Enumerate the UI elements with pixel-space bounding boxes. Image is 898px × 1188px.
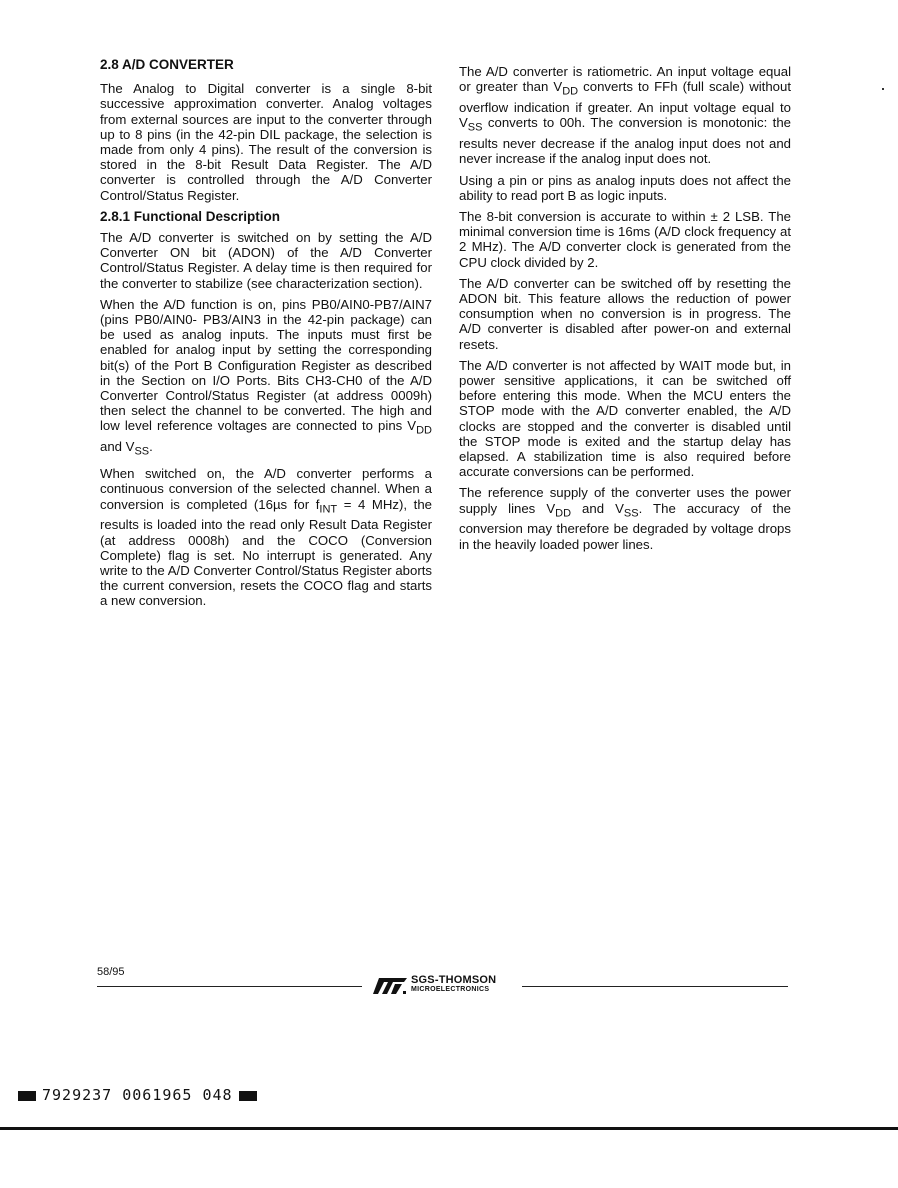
page-number: 58/95 [97,966,125,978]
scan-block-right [239,1091,257,1101]
company-wordmark [411,975,496,995]
scan-block-left [18,1091,36,1101]
paragraph-wait-stop: The A/D converter is not affected by WAIT mode but, in power sensitive applications, it can be switched off before entering this mode. When the MCU enters the STOP mode with the A/D converter enabled, the A/D clocks are stopped and the converter is disabled until the STOP mode is exited and the startup delay has elapsed. A stabilization time is also required before accurate conversions can be performed. [459,357,791,480]
paragraph-continuous-conversion: When switched on, the A/D converter performs a continuous conversion of the selected channel. When a conversion is completed (16µs for $f_{INT} = 4$ MHz), the results is loaded into the read only Result Data Register (at address 0008h) and the COCO (Conversion Complete) flag is set. No interrupt is generated. Any write to the A/D Converter Control/Status Register aborts the current conversion, resets the COCO flag and starts a new conversion. [100,466,432,609]
paragraph-switch-off: The A/D converter can be switched off by resetting the ADON bit. This feature allows the reduction of power consumption when no conversion is in progress. The A/D converter is disabled after power-on and external resets. [459,275,791,352]
scan-speck [882,88,884,90]
paragraph-reference-supply: The reference supply of the converter uses the power supply lines $V_{DD}$ and $V_{SS}$. The accuracy of the conversion may therefore be degraded by voltage drops in the heavily loaded power lines. [459,485,791,552]
right-column [459,64,791,558]
document-code-row [12,1086,263,1104]
footer-divider-left [97,986,362,987]
company-subtitle: MICROELECTRONICS [411,986,490,993]
paragraph-logic-inputs: Using a pin or pins as analog inputs does not affect the ability to read port B as logic inputs. [459,172,791,203]
st-logo-icon [371,976,409,996]
section-heading: 2.8 A/D CONVERTER [100,57,234,72]
left-column [100,57,432,615]
paragraph-adon: The A/D converter is switched on by setting the A/D Converter ON bit (ADON) of the A/D Converter Control/Status Register. A delay time is then required for the converter to stabilize (see characterization section). [100,230,432,291]
intro-paragraph: The Analog to Digital converter is a single 8-bit successive approximation converter. Analog voltages from external sources are input to the converter through up to 8 pins (in the 42-pin DIL package, the selection is made from only 4 pins). The result of the conversion is stored in the 8-bit Result Data Register. The A/D converter is controlled through the A/D Converter Control/Status Register. [100,81,432,203]
company-name: SGS-THOMSON [411,974,497,986]
document-code: 7929237 0061965 048 [42,1086,233,1104]
subsection-heading: 2.8.1 Functional Description [100,208,281,224]
footer-divider-right [522,986,788,987]
page-bottom-rule [0,1127,898,1130]
paragraph-accuracy: The 8-bit conversion is accurate to within ± 2 LSB. The minimal conversion time is 16ms (A/D clock frequency at 2 MHz). The A/D converter clock is generated from the CPU clock divided by 2. [459,208,791,270]
paragraph-ratiometric: The A/D converter is ratiometric. An input voltage equal or greater than $V_{DD}$ converts to FFh (full scale) without overflow indication if greater. An input voltage equal to $V_{SS}$ converts to 00h. The conversion is monotonic: the results never decrease if the analog input does not and never increase if the analog input does not. [459,64,791,167]
paragraph-analog-inputs: When the A/D function is on, pins PB0/AIN0-PB7/AIN7 (pins PB0/AIN0- PB3/AIN3 in the 42-pin package) can be used as analog inputs. The inputs must first be enabled for analog input by setting the corresponding bit(s) of the Port B Configuration Register as described in the Section on I/O Ports. Bits CH3-CH0 of the A/D Converter Control/Status Register (at address 0009h) then select the channel to be converted. The high and low level reference voltages are connected to pins $V_{DD}$ and $V_{SS}$. [100,296,432,458]
